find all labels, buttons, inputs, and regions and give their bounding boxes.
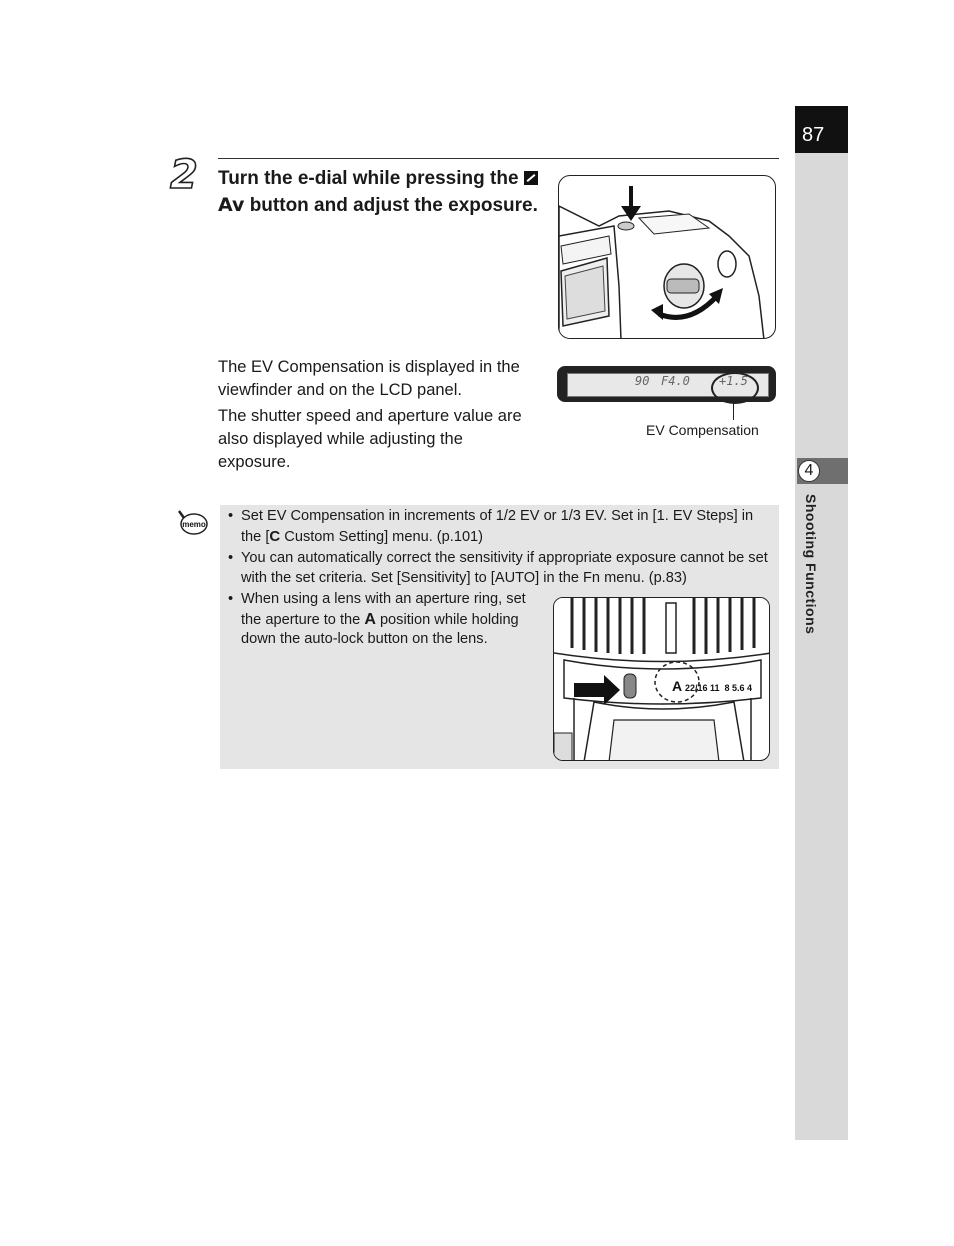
camera-drawing: [559, 176, 776, 339]
lens-illustration: [553, 597, 770, 761]
heading-part1: Turn the e-dial while pressing the: [218, 168, 524, 189]
ev-display-text: The EV Compensation is displayed in the viewfinder and on the LCD panel.: [218, 358, 520, 399]
memo-item: [226, 590, 531, 650]
lens-aperture-scale: 22/16 11 8 5.6 4: [685, 683, 753, 693]
viewfinder-shutter: 90: [635, 374, 650, 388]
callout-line: [733, 400, 734, 420]
custom-setting-icon: C: [269, 527, 281, 545]
camera-top-illustration: [558, 175, 776, 339]
step-divider: [218, 158, 779, 159]
memo-item-text: When using a lens with an aperture ring, set the aperture to the: [241, 591, 526, 628]
memo-item: [226, 549, 776, 588]
memo-item-text: You can automatically correct the sensitivity if appropriate exposure cannot be set with the set criteria. Set [Sensitivity] to [AUTO] in the Fn menu. (p.83): [241, 550, 768, 586]
aperture-a-icon: A: [364, 610, 376, 628]
viewfinder-aperture: F4.0: [661, 374, 690, 388]
step-heading: [218, 166, 538, 219]
ev-highlight-circle: [711, 372, 759, 404]
memo-item-text: position while holding down the auto-lock button on the lens.: [241, 611, 519, 647]
ev-compensation-icon: [524, 171, 538, 185]
memo-item: [226, 507, 776, 547]
lens-a-mark: A: [672, 678, 683, 694]
memo-icon-label: memo: [182, 520, 206, 529]
chapter-number: 4: [798, 460, 820, 482]
memo-item-text: Custom Setting] menu. (p.101): [280, 528, 484, 545]
page-number: 87: [802, 124, 825, 146]
lens-drawing: [554, 598, 770, 761]
viewfinder-ev-value: +1.5: [719, 374, 748, 388]
memo-icon: [176, 508, 208, 536]
heading-part2: button and adjust the exposure.: [244, 195, 538, 216]
step-number: 2: [170, 152, 198, 198]
ev-compensation-caption: EV Compensation: [646, 422, 759, 438]
shutter-aperture-text: The shutter speed and aperture value are also displayed while adjusting the exposure.: [218, 407, 522, 471]
chapter-title: Shooting Functions: [803, 494, 819, 635]
memo-item-text: Set EV Compensation in increments of 1/2 EV or 1/3 EV. Set in [1. EV Steps] in the [: [241, 508, 754, 545]
av-button-label: Av: [218, 194, 245, 216]
